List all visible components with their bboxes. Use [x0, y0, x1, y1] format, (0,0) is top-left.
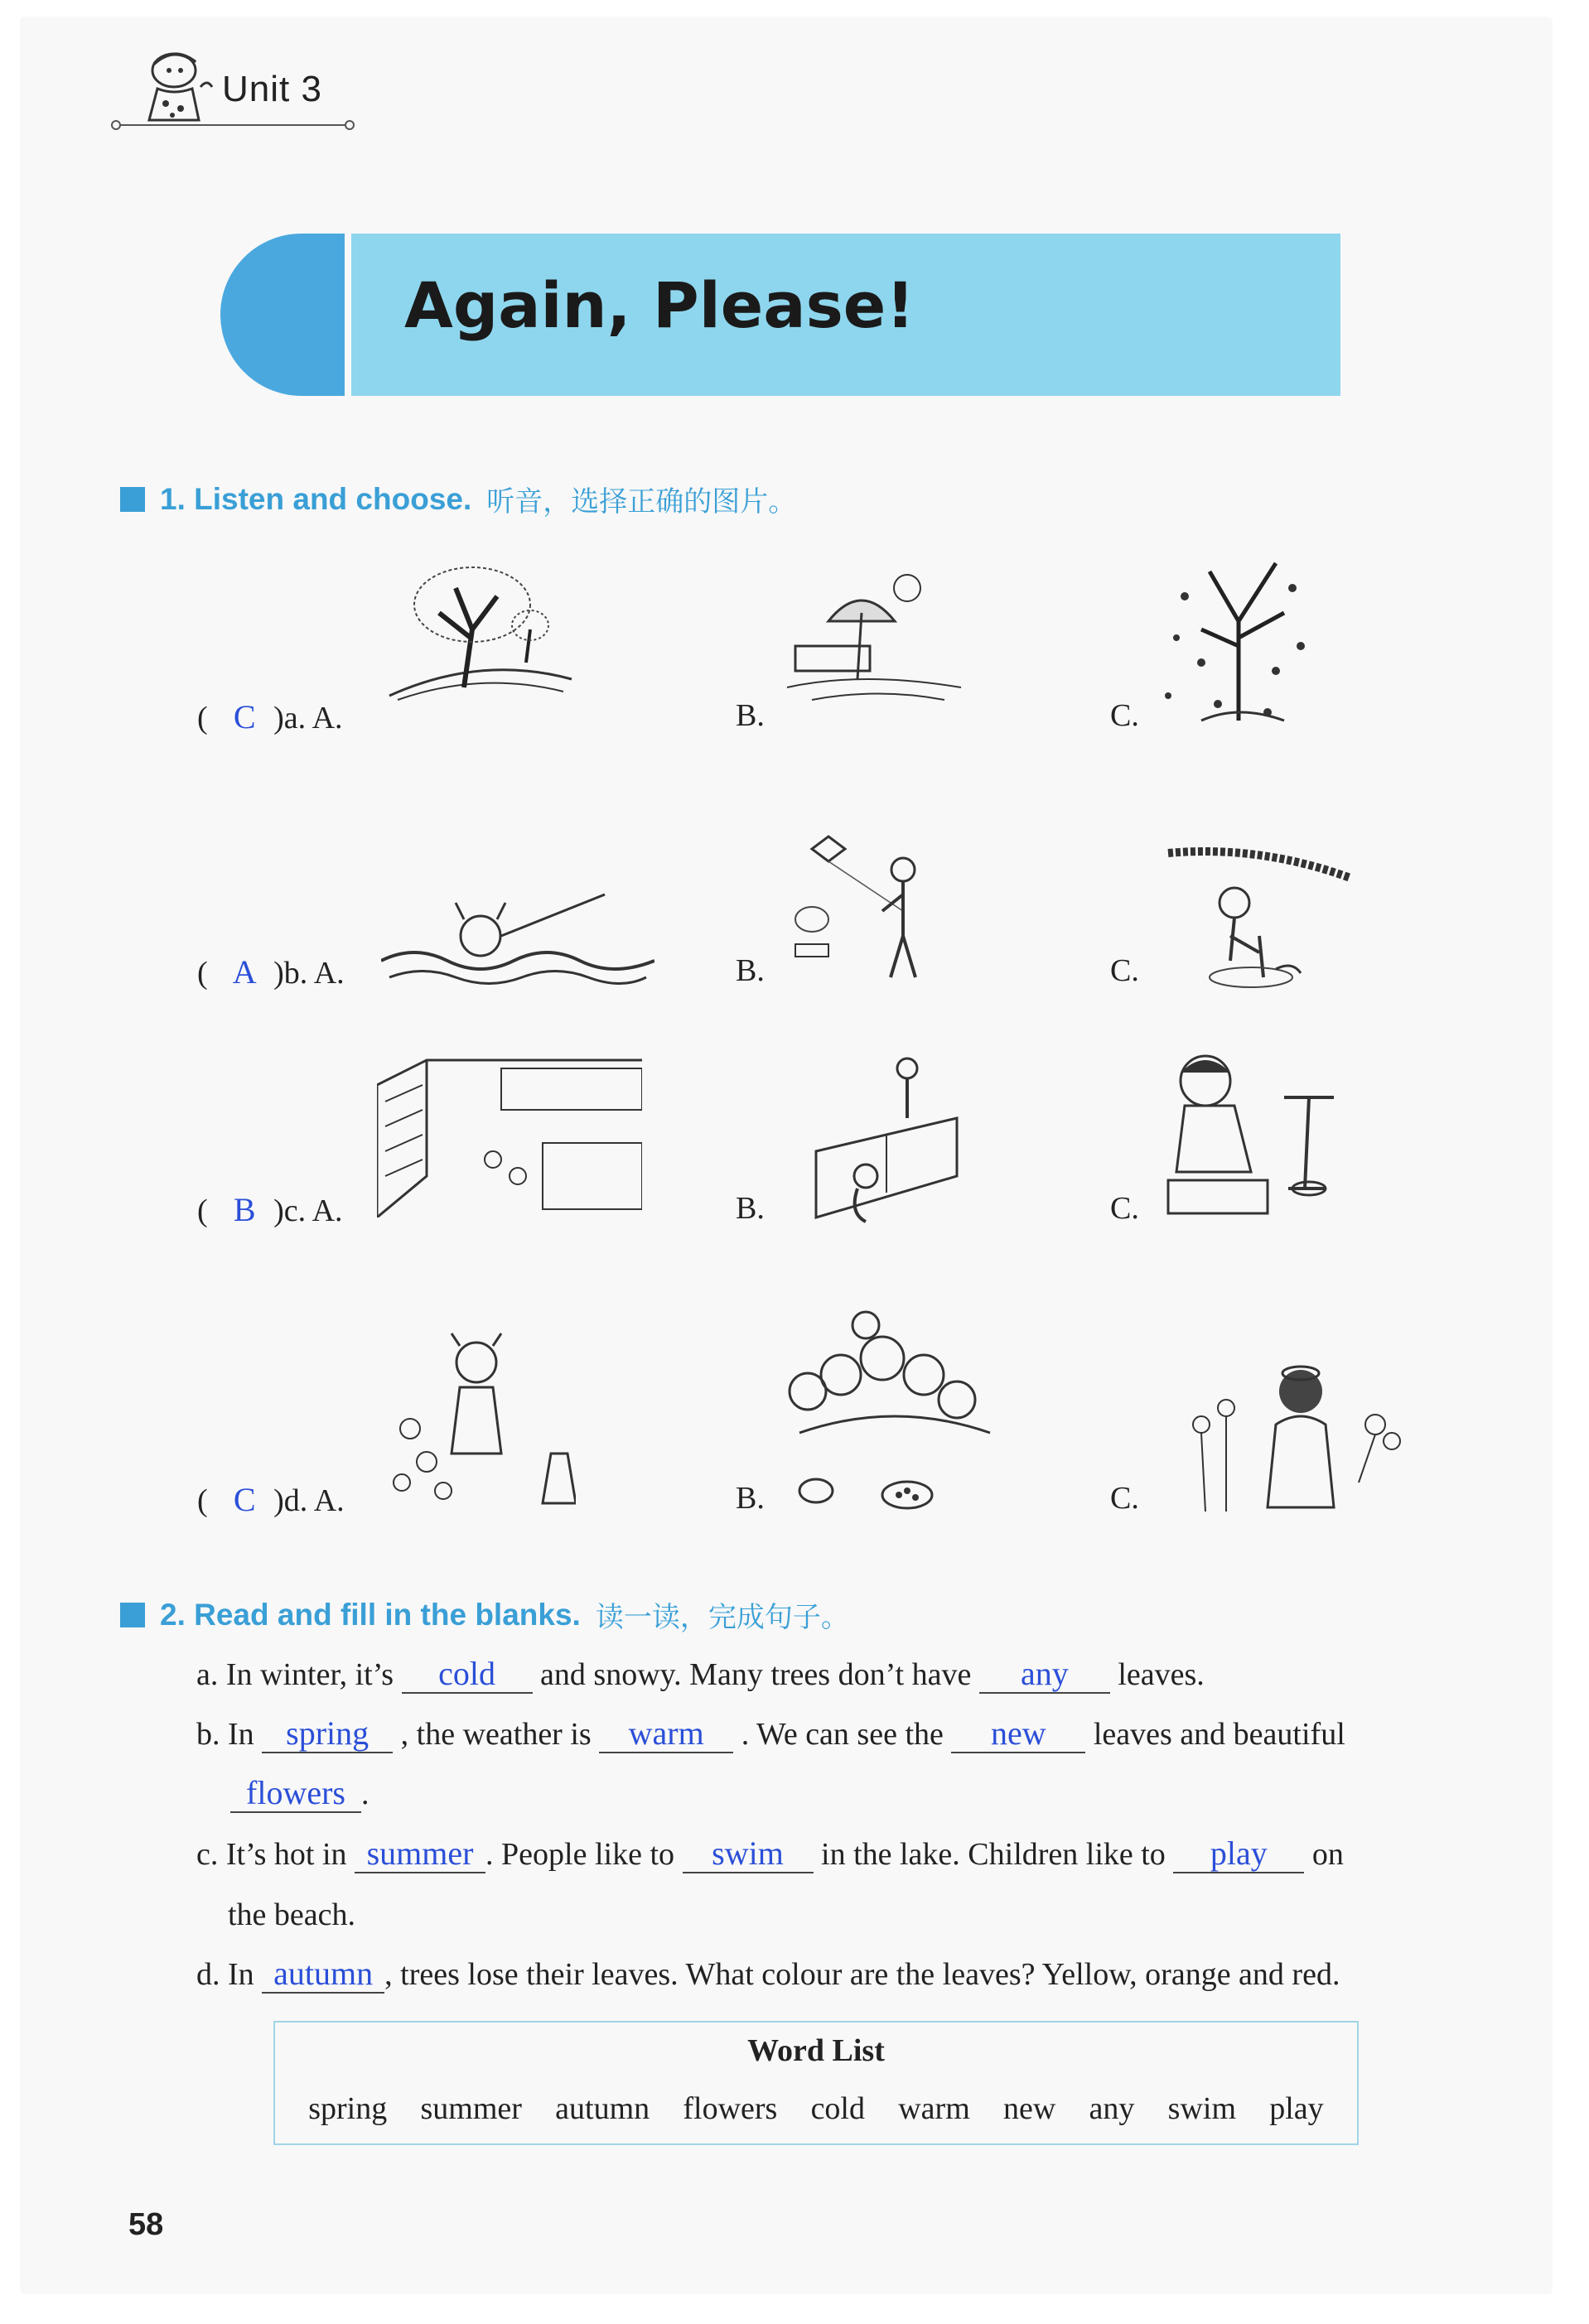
sentence-text: a. In winter, it’s: [196, 1657, 394, 1692]
blank-a2[interactable]: any: [979, 1656, 1110, 1694]
section-marker-icon: [120, 487, 145, 512]
blank-b3[interactable]: new: [951, 1715, 1085, 1753]
sentence-a: [196, 1645, 1205, 1704]
choice-row-c: ( B )c. A.: [197, 1191, 343, 1228]
option-c-label: C.: [1110, 1481, 1139, 1516]
section1-title: 1. Listen and choose.: [160, 481, 472, 516]
blank-c2[interactable]: swim: [683, 1835, 814, 1873]
answer-b: A: [232, 953, 257, 991]
beach-umbrella-image[interactable]: [779, 563, 969, 704]
unit-label: Unit 3: [222, 69, 322, 109]
sentence-text: . We can see the: [741, 1717, 944, 1752]
blank-b1[interactable]: spring: [262, 1715, 393, 1753]
sentence-c: [196, 1825, 1344, 1884]
sentence-b-continued: [230, 1764, 369, 1824]
rule-dot-right: [345, 120, 355, 130]
title-banner: [220, 234, 1340, 396]
rule-dot-left: [111, 120, 121, 130]
answer-d: C: [233, 1481, 256, 1518]
word-item: summer: [420, 2091, 522, 2126]
word-item: new: [1003, 2091, 1056, 2126]
choice-row-b: ( A )b. A.: [197, 953, 345, 991]
word-item: autumn: [555, 2091, 650, 2126]
girl-planting-tree-image[interactable]: [1152, 837, 1359, 990]
option-b-label: B.: [736, 1191, 765, 1226]
word-item: any: [1089, 2091, 1135, 2126]
sentence-text: c. It’s hot in: [196, 1837, 347, 1872]
table-tennis-image[interactable]: [808, 1052, 965, 1226]
page-number: 58: [128, 2207, 164, 2242]
word-item: play: [1269, 2091, 1324, 2126]
blank-d1[interactable]: autumn: [262, 1955, 384, 1994]
choice-row-a: ( C )a. A.: [197, 698, 343, 735]
section2-title-cn: 读一读，完成句子。: [595, 1601, 849, 1634]
sentence-d: [196, 1945, 1340, 2004]
unit-header: [116, 46, 356, 137]
option-b-label: B.: [736, 1481, 765, 1516]
section2-title: 2. Read and fill in the blanks.: [160, 1597, 581, 1632]
monkey-with-flowers-image[interactable]: [1168, 1358, 1408, 1520]
row-b-label: )b. A.: [273, 956, 345, 991]
sentence-text: b. In: [196, 1717, 254, 1752]
sentence-text: d. In: [196, 1957, 254, 1992]
option-c-label: C.: [1110, 1191, 1139, 1226]
sentence-text: .: [361, 1777, 369, 1811]
option-b-label: B.: [736, 698, 765, 733]
word-item: swim: [1167, 2091, 1237, 2126]
blank-b4[interactable]: flowers: [230, 1775, 361, 1813]
blank-b2[interactable]: warm: [599, 1715, 733, 1753]
mascot-icon: [133, 46, 224, 124]
banner-title: Again, Please!: [404, 268, 915, 342]
sentence-text: leaves and beautiful: [1093, 1717, 1345, 1752]
market-street-image[interactable]: [377, 1052, 642, 1217]
blank-c3[interactable]: play: [1173, 1835, 1304, 1873]
blank-c1[interactable]: summer: [355, 1835, 485, 1873]
tree-in-park-image[interactable]: [381, 555, 580, 712]
word-item: cold: [810, 2091, 865, 2126]
choice-row-d: ( C )d. A.: [197, 1481, 345, 1518]
word-item: spring: [308, 2091, 388, 2126]
word-list-title: Word List: [747, 2033, 885, 2068]
section2-heading: [120, 1594, 849, 1635]
word-item: warm: [898, 2091, 970, 2126]
option-c-label: C.: [1110, 953, 1139, 988]
sentence-text: on: [1311, 1837, 1344, 1872]
boy-flying-kite-image[interactable]: [779, 828, 944, 986]
sentence-text: , the weather is: [400, 1717, 592, 1752]
word-list-words: [275, 2090, 1357, 2127]
word-list-box: [273, 2021, 1359, 2145]
sentence-text: in the lake. Children like to: [821, 1837, 1166, 1872]
girl-swimming-image[interactable]: [381, 878, 654, 986]
section-marker-icon: [120, 1603, 145, 1627]
row-c-label: )c. A.: [273, 1193, 343, 1228]
sentence-b: [196, 1704, 1345, 1764]
row-d-label: )d. A.: [273, 1483, 345, 1518]
banner-cap: [220, 234, 345, 396]
answer-a: C: [233, 698, 256, 735]
sentence-text: and snowy. Many trees don’t have: [540, 1657, 972, 1692]
children-picnic-image[interactable]: [775, 1309, 1015, 1516]
sentence-c-continued: the beach.: [228, 1897, 356, 1932]
row-a-label: )a. A.: [273, 701, 343, 735]
sentence-text: . People like to: [485, 1837, 675, 1872]
boy-reading-image[interactable]: [1152, 1048, 1342, 1222]
autumn-tree-image[interactable]: [1152, 547, 1326, 733]
blank-a1[interactable]: cold: [402, 1656, 533, 1694]
section1-heading: [120, 479, 796, 519]
answer-c: B: [233, 1191, 256, 1228]
header-rule: [116, 124, 350, 126]
sentence-text: , trees lose their leaves. What colour are the leaves? Yellow, orange and red.: [384, 1957, 1340, 1992]
option-c-label: C.: [1110, 698, 1139, 733]
word-item: flowers: [683, 2091, 778, 2126]
option-b-label: B.: [736, 953, 765, 988]
girl-watering-flowers-image[interactable]: [385, 1329, 576, 1507]
section1-title-cn: 听音，选择正确的图片。: [486, 485, 797, 518]
sentence-text: leaves.: [1118, 1657, 1205, 1692]
